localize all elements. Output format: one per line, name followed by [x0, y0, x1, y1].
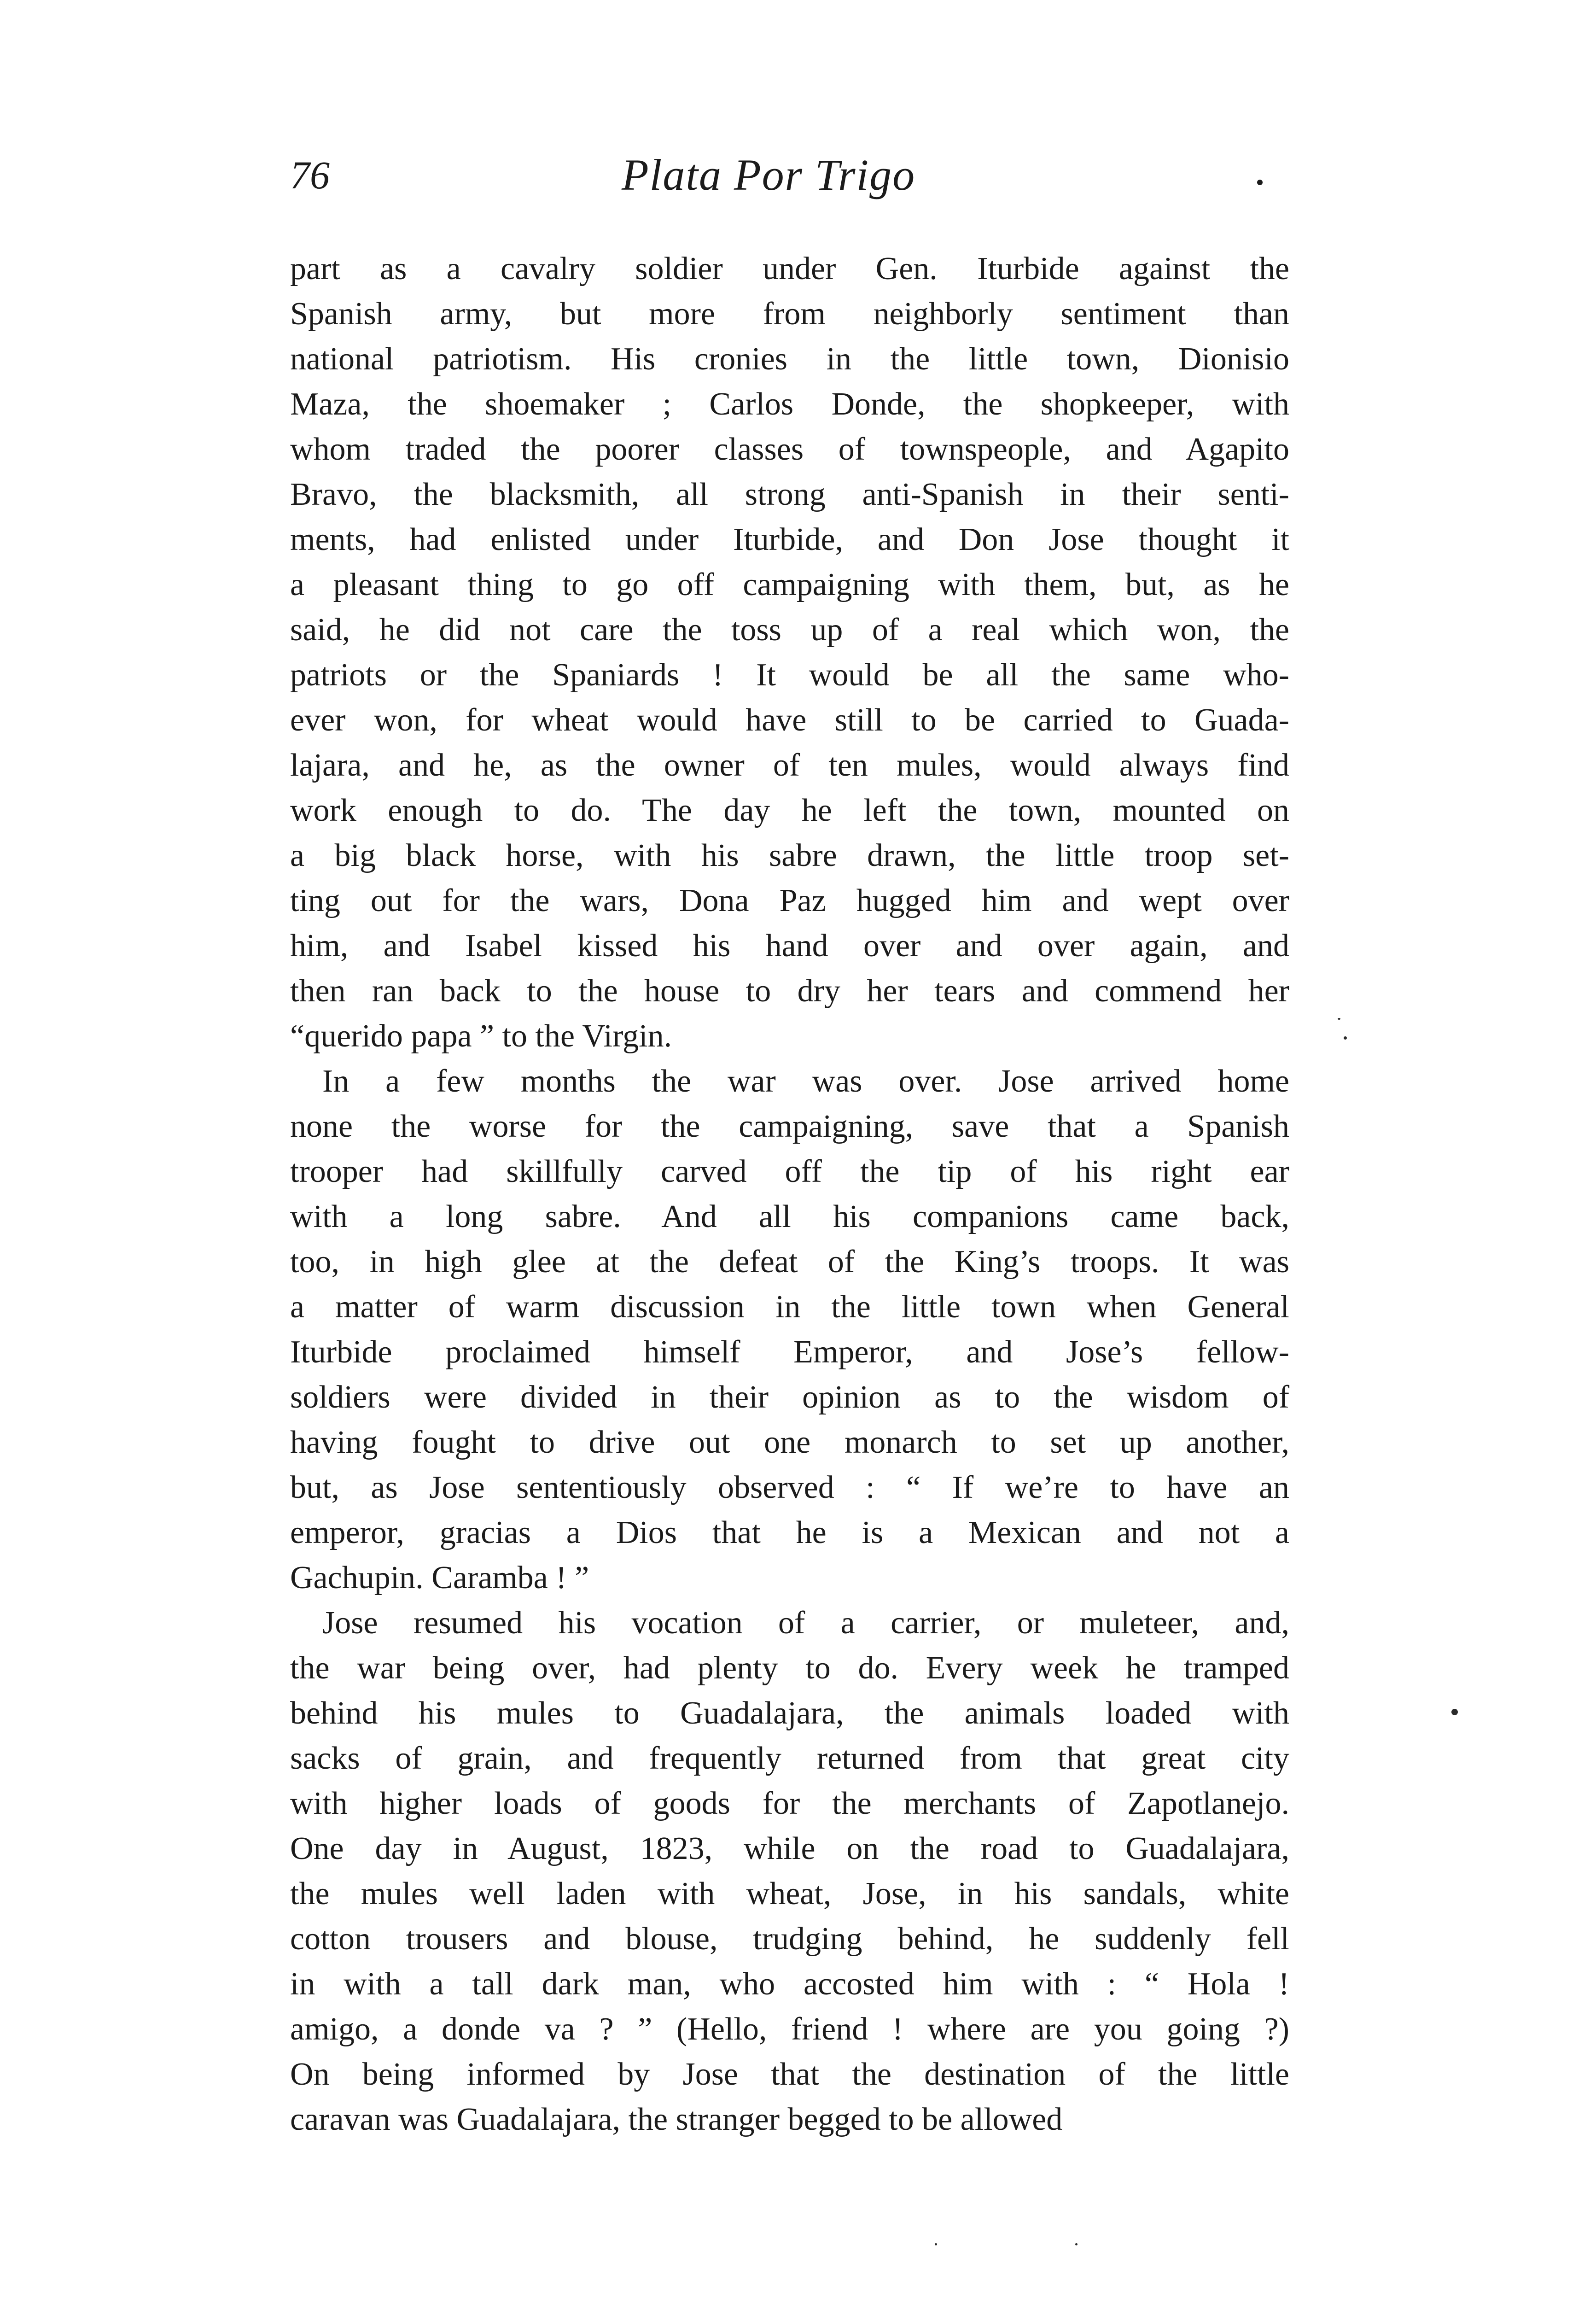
- text-line: a pleasant thing to go off campaigning with them, but, as he: [290, 567, 1289, 602]
- body-text: [290, 246, 1289, 2142]
- text-line: Bravo, the blacksmith, all strong anti-Spanish in their senti-: [290, 477, 1289, 512]
- text-line: Jose resumed his vocation of a carrier, or muleteer, and,: [322, 1605, 1289, 1641]
- text-line: too, in high glee at the defeat of the King’s troops. It was: [290, 1244, 1289, 1280]
- text-line: behind his mules to Guadalajara, the animals loaded with: [290, 1695, 1289, 1731]
- text-line: trooper had skillfully carved off the tip of his right ear: [290, 1154, 1289, 1189]
- text-line: On being informed by Jose that the destination of the little: [290, 2057, 1289, 2092]
- text-line: a big black horse, with his sabre drawn, the little troop set-: [290, 838, 1289, 873]
- text-line: the war being over, had plenty to do. Every week he tramped: [290, 1650, 1289, 1686]
- print-speck: [1451, 1709, 1458, 1715]
- text-line: Spanish army, but more from neighborly sentiment than: [290, 296, 1289, 332]
- print-speck: [1344, 1036, 1347, 1040]
- paragraph: [290, 246, 1289, 1059]
- text-line: ever won, for wheat would have still to be carried to Guada-: [290, 702, 1289, 738]
- print-speck: [935, 2243, 937, 2245]
- text-line: ments, had enlisted under Iturbide, and Don Jose thought it: [290, 522, 1289, 557]
- text-line: work enough to do. The day he left the town, mounted on: [290, 793, 1289, 828]
- running-head: [290, 143, 1294, 207]
- text-line: Iturbide proclaimed himself Emperor, and Jose’s fellow-: [290, 1334, 1289, 1370]
- text-line: Maza, the shoemaker ; Carlos Donde, the shopkeeper, with: [290, 386, 1289, 422]
- text-line: said, he did not care the toss up of a real which won, the: [290, 612, 1289, 648]
- text-line: patriots or the Spaniards ! It would be all the same who-: [290, 657, 1289, 693]
- text-line: whom traded the poorer classes of townspeople, and Agapito: [290, 432, 1289, 467]
- text-line: Gachupin. Caramba ! ”: [290, 1560, 589, 1596]
- text-line: none the worse for the campaigning, save that a Spanish: [290, 1109, 1289, 1144]
- text-line: the mules well laden with wheat, Jose, in his sandals, white: [290, 1876, 1289, 1911]
- text-line: In a few months the war was over. Jose arrived home: [322, 1064, 1289, 1099]
- paragraph: [290, 1601, 1289, 2142]
- text-line: One day in August, 1823, while on the road to Guadalajara,: [290, 1831, 1289, 1866]
- text-line: soldiers were divided in their opinion as to the wisdom of: [290, 1379, 1289, 1415]
- print-speck: [1338, 1018, 1340, 1020]
- text-line: him, and Isabel kissed his hand over and over again, and: [290, 928, 1289, 964]
- print-speck: [1075, 2243, 1078, 2245]
- text-line: cotton trousers and blouse, trudging behind, he suddenly fell: [290, 1921, 1289, 1957]
- text-line: amigo, a donde va ? ” (Hello, friend ! where are you going ?): [290, 2011, 1289, 2047]
- running-title: Plata Por Trigo: [622, 150, 916, 199]
- running-head-dot: [1257, 180, 1263, 185]
- text-line: sacks of grain, and frequently returned from that great city: [290, 1741, 1289, 1776]
- text-line: caravan was Guadalajara, the stranger begged to be allowed: [290, 2102, 1063, 2137]
- text-line: a matter of warm discussion in the little town when General: [290, 1289, 1289, 1325]
- text-line: then ran back to the house to dry her tears and commend her: [290, 973, 1289, 1009]
- text-line: part as a cavalry soldier under Gen. Iturbide against the: [290, 251, 1289, 286]
- text-line: having fought to drive out one monarch to set up another,: [290, 1425, 1289, 1460]
- text-line: national patriotism. His cronies in the little town, Dionisio: [290, 341, 1289, 377]
- text-line: “querido papa ” to the Virgin.: [290, 1018, 672, 1054]
- page-number: 76: [290, 153, 330, 197]
- text-line: with a long sabre. And all his companions came back,: [290, 1199, 1289, 1234]
- text-line: ting out for the wars, Dona Paz hugged him and wept over: [290, 883, 1289, 918]
- text-line: but, as Jose sententiously observed : “ If we’re to have an: [290, 1470, 1289, 1505]
- text-line: emperor, gracias a Dios that he is a Mexican and not a: [290, 1515, 1289, 1550]
- text-line: with higher loads of goods for the merchants of Zapotlanejo.: [290, 1786, 1289, 1821]
- text-line: lajara, and he, as the owner of ten mules, would always find: [290, 748, 1289, 783]
- paragraph: [290, 1059, 1289, 1601]
- text-line: in with a tall dark man, who accosted him with : “ Hola !: [290, 1966, 1289, 2002]
